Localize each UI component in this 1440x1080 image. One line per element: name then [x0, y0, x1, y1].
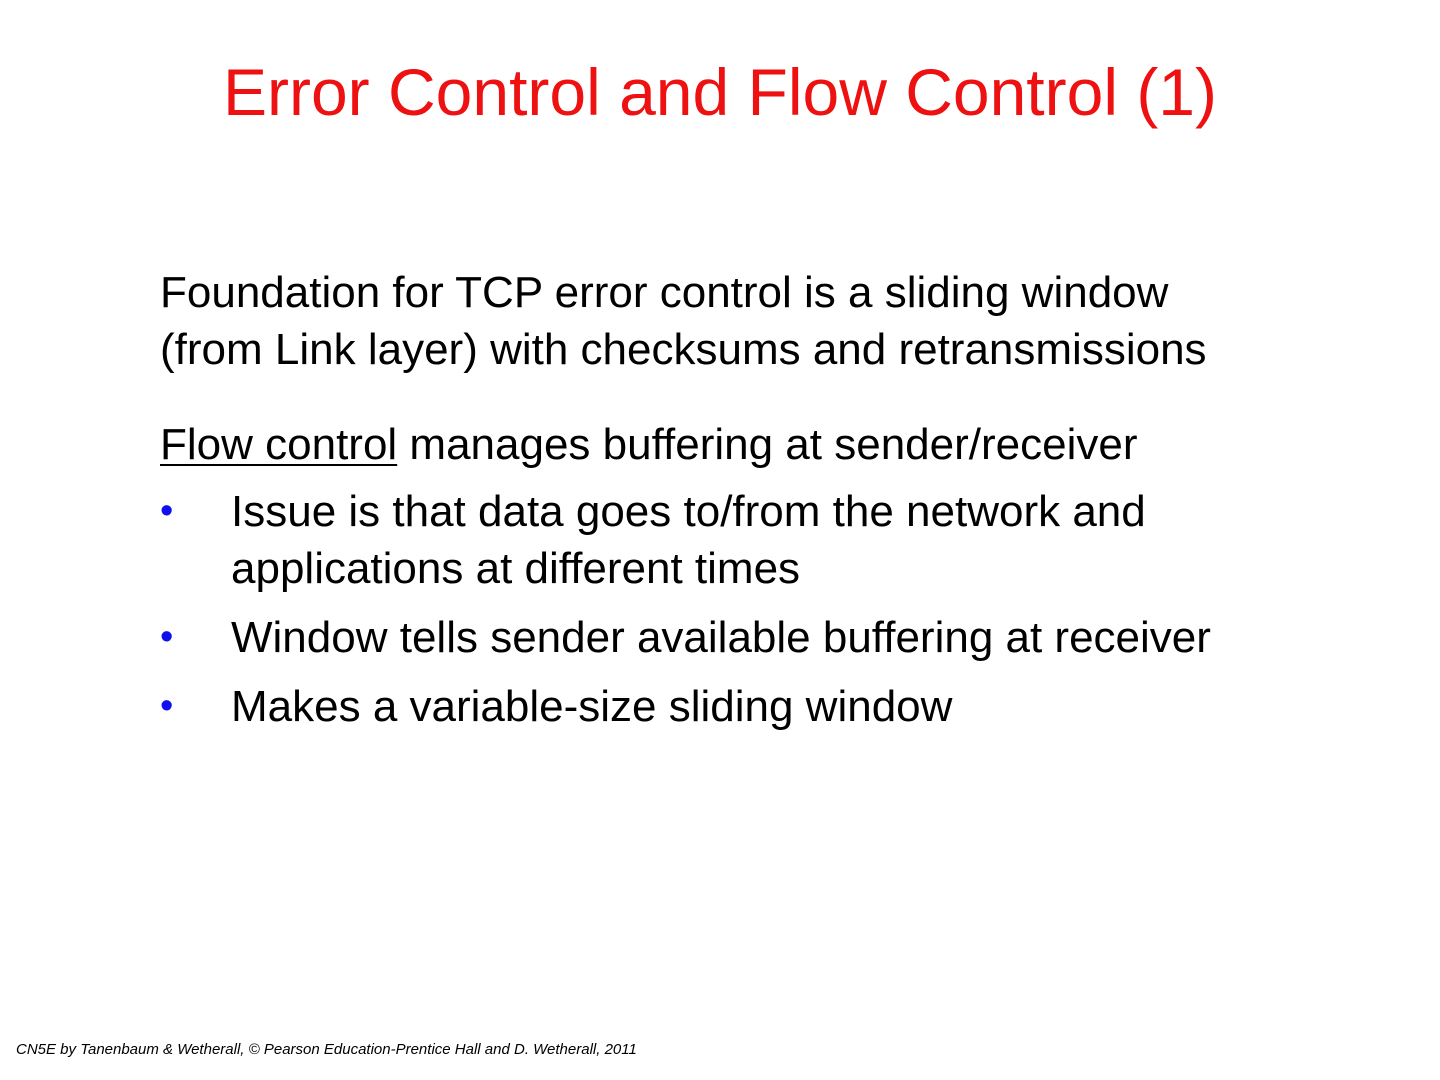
- slide-body: [160, 264, 1340, 747]
- bullet-item: [160, 609, 1340, 666]
- bullet-line: Issue is that data goes to/from the network and: [231, 487, 1146, 536]
- slide-title: Error Control and Flow Control (1): [223, 55, 1217, 129]
- paragraph-line: (from Link layer) with checksums and retransmissions: [160, 325, 1207, 374]
- bullet-icon: •: [160, 490, 174, 532]
- bullet-list: [160, 483, 1340, 735]
- paragraph-text: manages buffering at sender/receiver: [397, 420, 1138, 469]
- bullet-item: [160, 678, 1340, 735]
- bullet-line: applications at different times: [231, 544, 801, 593]
- bullet-icon: •: [160, 616, 174, 658]
- bullet-line: Window tells sender available buffering at receiver: [231, 613, 1211, 662]
- copyright-footer: CN5E by Tanenbaum & Wetherall, © Pearson Education-Prentice Hall and D. Wetherall, 2011: [16, 1041, 637, 1058]
- bullet-item: [160, 483, 1340, 597]
- paragraph-line: Foundation for TCP error control is a sliding window: [160, 268, 1169, 317]
- bullet-line: Makes a variable-size sliding window: [231, 682, 953, 731]
- paragraph-tcp-foundation: [160, 264, 1340, 378]
- bullet-icon: •: [160, 685, 174, 727]
- flow-control-term: Flow control: [160, 420, 398, 469]
- paragraph-flow-control: [160, 416, 1340, 473]
